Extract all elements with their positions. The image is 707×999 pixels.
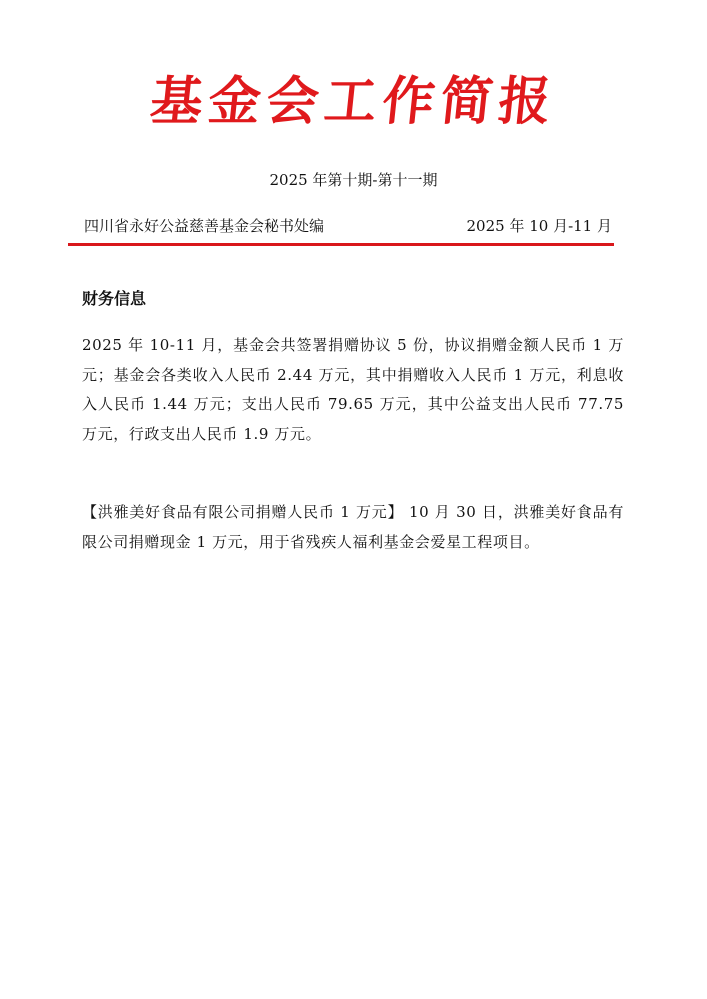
header-divider <box>68 243 614 246</box>
section-heading: 财务信息 <box>82 289 147 308</box>
editor-credit: 四川省永好公益慈善基金会秘书处编 <box>84 217 325 235</box>
issue-number: 2025 年第十期-第十一期 <box>269 171 438 189</box>
finance-paragraph: 2025 年 10-11 月，基金会共签署捐赠协议 5 份，协议捐赠金额人民币 1 万元；基金会各类收入人民币 2.44 万元，其中捐赠收入人民币 1 万元，利息收入人民币 1.44 万元；支出人民币 79.65 万元，其中公益支出人民币 77.75 万元，行政支出人民币 1.9 万元。 <box>82 336 624 443</box>
date-range: 2025 年 10 月-11 月 <box>466 217 612 235</box>
masthead-title: 基金会工作简报 <box>147 71 560 132</box>
donation-paragraph: 【洪雅美好食品有限公司捐赠人民币 1 万元】 10 月 30 日，洪雅美好食品有限公司捐赠现金 1 万元，用于省残疾人福利基金会爱星工程项目。 <box>82 503 624 551</box>
editor-row <box>84 216 612 238</box>
